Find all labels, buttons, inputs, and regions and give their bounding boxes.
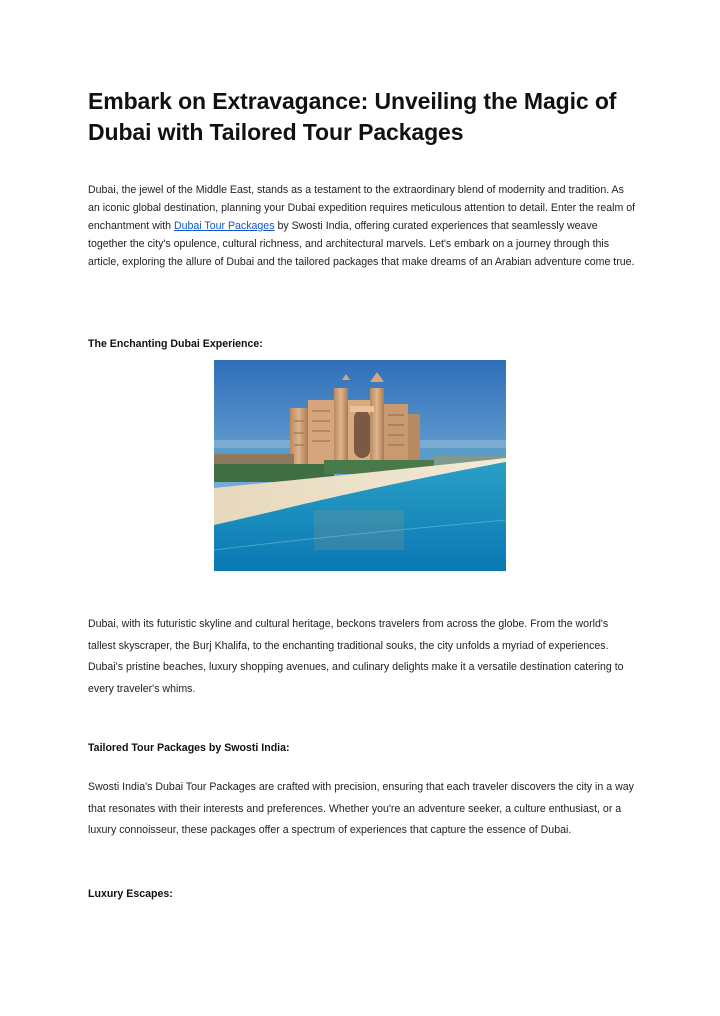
intro-text-end: by Swosti India, offering curated experiences that seamlessly weave together the city's opulence, cultural richness, and architectural marvels. Let's embark on a journey through this article, exploring the allure of Dubai and the tailored packages that make dreams of an Arabian adventure come true. <box>88 220 635 268</box>
section-heading-enchanting: The Enchanting Dubai Experience: <box>88 338 263 350</box>
intro-paragraph <box>88 181 638 271</box>
tailored-packages-paragraph: Swosti India's Dubai Tour Packages are crafted with precision, ensuring that each traveler discovers the city in a way that resonates with their interests and preferences. Whether you're an adventure seeker, a culture enthusiast, or a luxury connoisseur, these packages offer a spectrum of experiences that capture the essence of Dubai. <box>88 781 634 837</box>
atlantis-hotel-photo <box>214 360 506 571</box>
section-heading-luxury: Luxury Escapes: <box>88 888 173 900</box>
page-title: Embark on Extravagance: Unveiling the Magic of Dubai with Tailored Tour Packages <box>88 88 617 145</box>
intro-text-start: Dubai, the jewel of the Middle East, stands as a testament to the extraordinary blend of modernity and tradition. As an iconic global destination, planning your Dubai expedition requires meticulous attention to detail. Enter the realm of enchantment with <box>88 184 636 232</box>
dubai-experience-paragraph: Dubai, with its futuristic skyline and cultural heritage, beckons travelers from across the globe. From the world's tallest skyscraper, the Burj Khalifa, to the enchanting traditional souks, the city unfolds a myriad of experiences. Dubai's pristine beaches, luxury shopping avenues, and culinary delights make it a versatile destination catering to every traveler's whims. <box>88 618 624 695</box>
dubai-tour-packages-link[interactable]: Dubai Tour Packages <box>173 220 275 232</box>
section-heading-tailored: Tailored Tour Packages by Swosti India: <box>88 742 290 754</box>
